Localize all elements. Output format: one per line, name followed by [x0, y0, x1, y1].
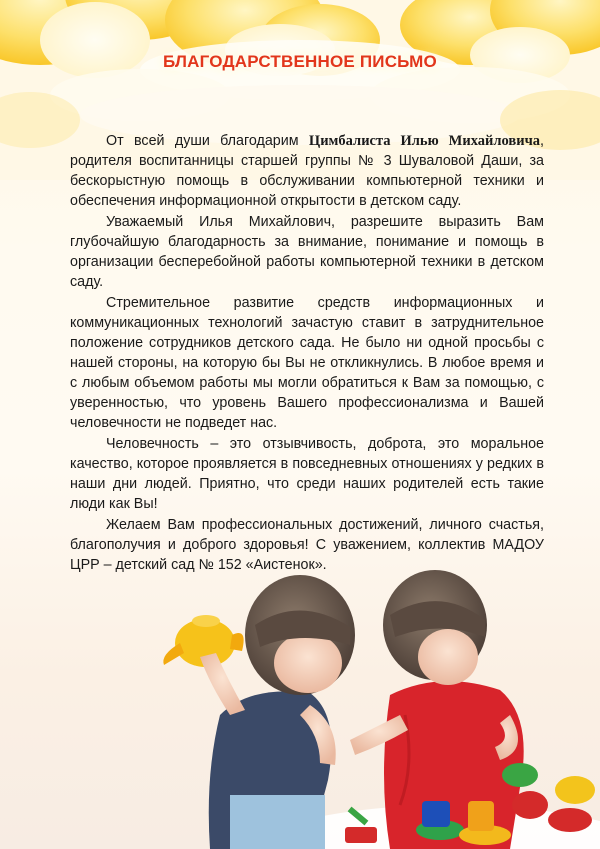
paragraph-4: Человечность – это отзывчивость, доброта, это моральное качество, которое проявляется в повседневных отношениях у редких в наши дни людей. Приятно, что среди наших родителей есть такие люди как Вы! [70, 436, 544, 512]
letter-title: БЛАГОДАРСТВЕННОЕ ПИСЬМО [163, 52, 437, 71]
children-playing-photo [150, 565, 600, 849]
paragraph-1-intro: От всей души благодарим [106, 133, 309, 149]
paragraph-1 [70, 131, 544, 211]
recipient-name: Цимбалиста Илью Михайловича [308, 133, 541, 149]
letter-body [70, 131, 544, 576]
paragraph-1-rest: , родителя воспитанницы старшей группы № 3 Шуваловой Даши, за бескорыстную помощь в обслуживании компьютерной техники и обеспечения информационной открытости в детском саду. [70, 133, 544, 209]
paragraph-2: Уважаемый Илья Михайлович, разрешите выразить Вам глубочайшую благодарность за внимание, понимание и помощь в организации бесперебойной работы компьютерной техники в детском саду. [70, 214, 544, 290]
paragraph-3: Стремительное развитие средств информационных и коммуникационных технологий зачастую ставит в затруднительное положение сотрудников детского сада. Не было ни одной просьбы с нашей стороны, на которую бы Вы не откликнулись. В любое время и с любым объемом работы мы могли обратиться к Вам за помощью, с уверенностью, что уровень Вашего профессионализма и Вашей человечности не подведет нас. [70, 295, 544, 431]
paragraph-5: Желаем Вам профессиональных достижений, личного счастья, благополучия и доброго здоровья! С уважением, коллектив МАДОУ ЦРР – детский сад № 152 «Аистенок». [70, 517, 544, 573]
